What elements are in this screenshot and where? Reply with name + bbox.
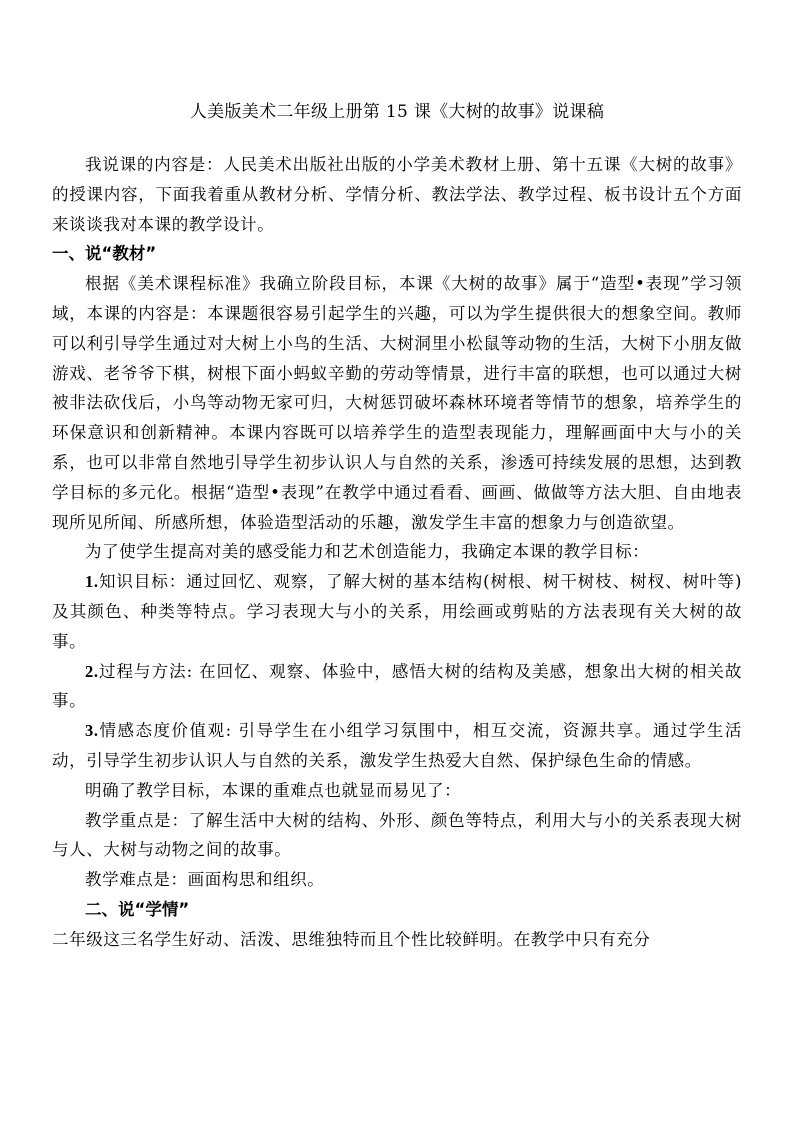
document-page (52, 100, 742, 955)
teaching-difficult-point: 教学难点是：画面构思和组织。 (85, 870, 325, 890)
goal-process-method (52, 657, 742, 717)
goal-knowledge-number: 1. (85, 572, 99, 592)
goal-knowledge (52, 567, 742, 656)
learner-analysis-paragraph: 二年级这三名学生好动、活泼、思维独特而且个性比较鲜明。在教学中只有充分 (52, 929, 651, 949)
textbook-analysis-paragraph: 根据《美术课程标准》我确立阶段目标，本课《大树的故事》属于“造型•表现”学习领域，本课的内容是：本课题很容易引起学生的兴趣，可以为学生提供很大的想象空间。教师可以利引导学生通过对大树上小鸟的生活、大树洞里小松鼠等动物的生活，大树下小朋友做游戏、老爷爷下棋，树根下面小蚂蚁辛勤的劳动等情景，进行丰富的联想，也可以通过大树被非法砍伐后，小鸟等动物无家可归，大树惩罚破坏森林环境者等情节的想象，培养学生的环保意识和创新精神。本课内容既可以培养学生的造型表现能力，理解画面中大与小的关系，也可以非常自然地引导学生初步认识人与自然的关系，渗透可持续发展的思想，达到教学目标的多元化。根据“造型•表现”在教学中通过看看、画画、做做等方法大胆、自由地表现所见所闻、所感所想，体验造型活动的乐趣，激发学生丰富的想象力与创造欲望。 (52, 274, 742, 532)
goal-emotion-number: 3. (85, 721, 99, 741)
section-heading-textbook: 一、说“教材” (52, 244, 157, 264)
teaching-goals-intro: 为了使学生提高对美的感受能力和艺术创造能力，我确定本课的教学目标： (85, 542, 650, 562)
goal-emotion-values (52, 716, 742, 776)
key-points-intro: 明确了教学目标，本课的重难点也就显而易见了： (85, 780, 462, 800)
goal-emotion-text: 情感态度价值观: 引导学生在小组学习氛围中，相互交流，资源共享。通过学生活动，引导学生初步认识人与自然的关系，激发学生热爱大自然、保护绿色生命的情感。 (52, 721, 742, 770)
goal-process-number: 2. (85, 661, 99, 681)
document-title: 人美版美术二年级上册第 15 课《大树的故事》说课稿 (189, 102, 605, 122)
goal-process-text: 过程与方法: 在回忆、观察、体验中，感悟大树的结构及美感，想象出大树的相关故事。 (52, 661, 742, 711)
intro-paragraph: 我说课的内容是：人民美术出版社出版的小学美术教材上册、第十五课《大树的故事》的授课内容，下面我着重从教材分析、学情分析、教法学法、教学过程、板书设计五个方面来谈谈我对本课的教学设计。 (52, 155, 742, 234)
section-heading-learners: 二、说“学情” (85, 899, 190, 919)
teaching-key-point: 教学重点是：了解生活中大树的结构、外形、颜色等特点，利用大与小的关系表现大树与人、大树与动物之间的故事。 (52, 810, 742, 860)
goal-knowledge-text: 知识目标：通过回忆、观察，了解大树的基本结构(树根、树干树枝、树杈、树叶等)及其颜色、种类等特点。学习表现大与小的关系，用绘画或剪贴的方法表现有关大树的故事。 (52, 572, 742, 651)
